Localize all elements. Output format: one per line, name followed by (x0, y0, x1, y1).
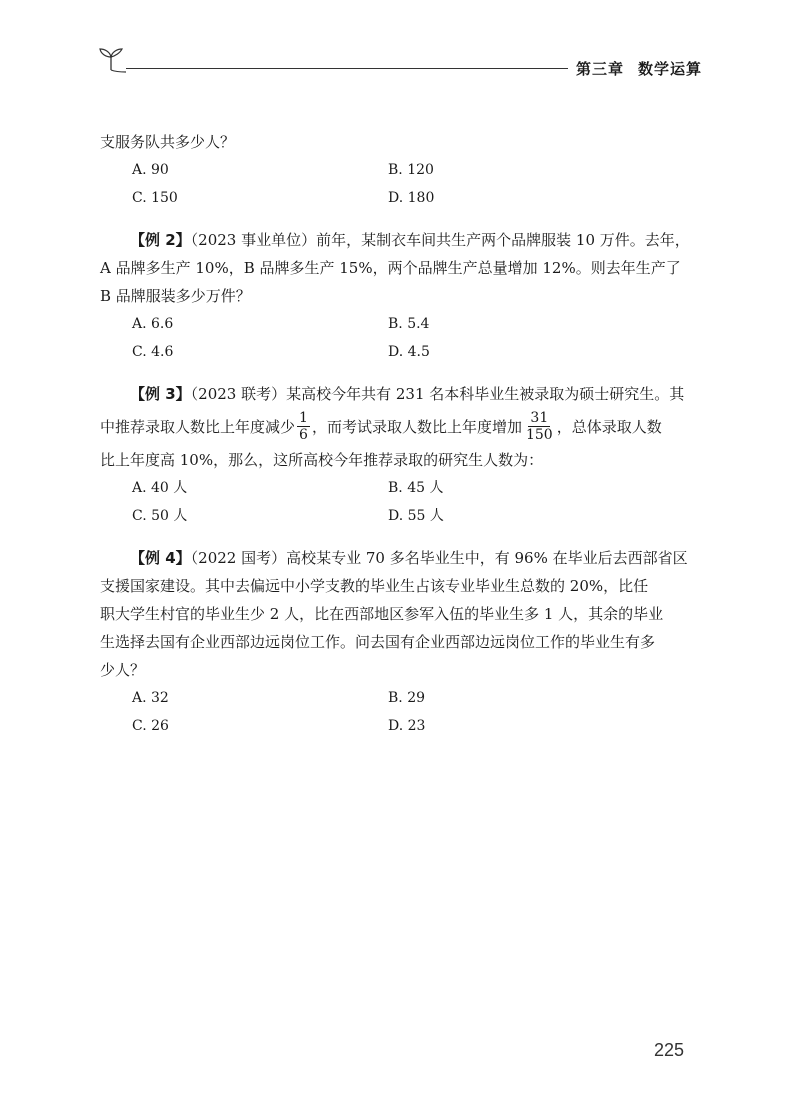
option-c: C. 50 人 (132, 508, 188, 524)
q2-options (100, 310, 700, 366)
chapter-heading (568, 58, 702, 79)
fraction-numerator: 31 (530, 409, 549, 426)
q3-line-3: 比上年度高 10%，那么，这所高校今年推荐录取的研究生人数为： (100, 451, 544, 469)
fraction-denominator: 150 (525, 426, 553, 443)
option-b: B. 120 (388, 162, 434, 178)
option-d: D. 55 人 (388, 508, 444, 524)
fraction-numerator: 1 (299, 409, 308, 426)
question-example-4 (100, 544, 700, 740)
q3-source: （2023 联考） (190, 385, 287, 403)
option-c: C. 26 (132, 718, 169, 734)
q2-tag: 【例 2】 (130, 231, 191, 249)
q4-line-1 (100, 544, 700, 572)
q4-line-4: 生选择去国有企业西部边远岗位工作。问去国有企业西部边远岗位工作的毕业生有多 (100, 633, 656, 651)
q3-line-1 (100, 380, 700, 408)
q4-line-5: 少人？ (100, 661, 146, 679)
intro-options (100, 156, 700, 212)
q4-source: （2022 国考） (190, 549, 287, 567)
option-b: B. 45 人 (388, 480, 444, 496)
q4-options (100, 684, 700, 740)
option-c: C. 150 (132, 190, 178, 206)
q4-text-1: 高校某专业 70 多名毕业生中，有 96% 在毕业后去西部省区 (286, 549, 688, 567)
option-a: A. 90 (132, 162, 169, 178)
page-number: 225 (654, 1040, 685, 1060)
q2-source: （2023 事业单位） (190, 231, 317, 249)
q3-line-2 (100, 408, 700, 446)
intro-text: 支服务队共多少人？ (100, 133, 236, 151)
q3-text-2c: ，总体录取人数 (556, 418, 662, 436)
option-d: D. 23 (388, 718, 426, 734)
q4-line-3: 职大学生村官的毕业生少 2 人，比在西部地区参军入伍的毕业生多 1 人，其余的毕业 (100, 605, 664, 623)
question-example-3 (100, 380, 700, 530)
option-a: A. 32 (132, 690, 169, 706)
page-content (100, 128, 700, 740)
option-c: C. 4.6 (132, 344, 174, 360)
chapter-label: 第三章 (576, 60, 625, 78)
option-a: A. 40 人 (132, 480, 188, 496)
q3-text-1: 某高校今年共有 231 名本科毕业生被录取为硕士研究生。其 (286, 385, 685, 403)
option-b: B. 5.4 (388, 316, 430, 332)
q3-text-2b: ，而考试录取人数比上年度增加 (311, 418, 522, 436)
q3-options (100, 474, 700, 530)
fraction-one-sixth (297, 410, 310, 443)
option-a: A. 6.6 (132, 316, 174, 332)
question-example-2 (100, 226, 700, 366)
page-header (96, 40, 703, 80)
intro-question (100, 128, 700, 212)
q2-text-1: 前年，某制衣车间共生产两个品牌服装 10 万件。去年， (316, 231, 690, 249)
fraction-denominator: 6 (299, 426, 308, 443)
q2-line-3: B 品牌服装多少万件？ (100, 287, 251, 305)
q2-line-1 (100, 226, 700, 254)
fraction-31-150 (524, 410, 555, 443)
chapter-title: 数学运算 (638, 60, 703, 78)
q3-text-2a: 中推荐录取人数比上年度减少 (100, 418, 296, 436)
q3-tag: 【例 3】 (130, 385, 191, 403)
option-b: B. 29 (388, 690, 426, 706)
q4-tag: 【例 4】 (130, 549, 191, 567)
option-d: D. 180 (388, 190, 435, 206)
header-rule (126, 68, 630, 69)
q2-line-2: A 品牌多生产 10%，B 品牌多生产 15%，两个品牌生产总量增加 12%。则去年生产了 (100, 259, 681, 277)
sprout-icon (96, 44, 126, 74)
q4-line-2: 支援国家建设。其中去偏远中小学支教的毕业生占该专业毕业生总数的 20%，比任 (100, 577, 649, 595)
option-d: D. 4.5 (388, 344, 430, 360)
